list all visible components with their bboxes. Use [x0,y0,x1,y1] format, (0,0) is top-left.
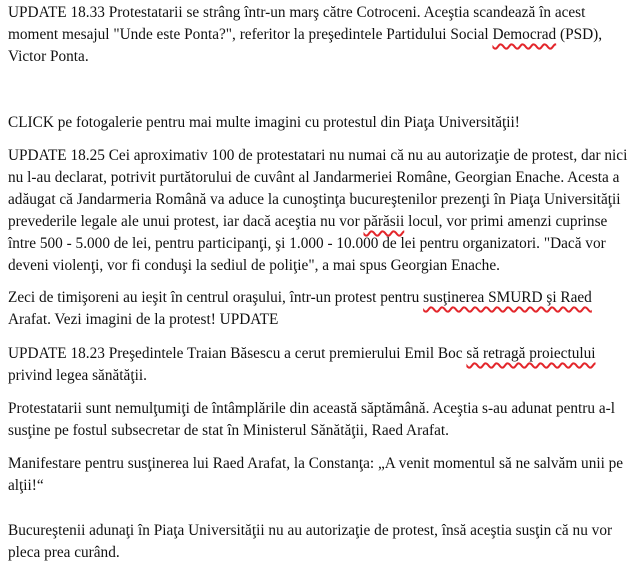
text-segment: Manifestare pentru susţinerea lui Raed Arafat, la Constanţa: „A venit momentul să ne salvăm unii pe alţii!“ [8,455,624,494]
update-1825-paragraph [8,145,636,277]
constanta-paragraph [8,453,636,497]
text-segment: Arafat. Vezi imagini de la protest! UPDATE [8,311,279,328]
text-segment: UPDATE 18.23 Preşedintele Traian Băsescu a cerut premierului Emil Boc [8,345,467,362]
protestatari-paragraph [8,398,636,442]
misspelled-phrase[interactable]: susţinerea SMURD şi Raed [423,289,592,306]
misspelled-word[interactable]: părăsii [363,213,405,230]
text-segment: Protestatarii sunt nemulţumiţi de întâmplările din această săptămână. Aceştia s-au adunat pentru a-l susţine pe fostul subsecretar de stat în Ministerul Sănătăţii, Raed Arafat. [8,400,616,439]
misspelled-word[interactable]: Democrad [492,26,557,43]
text-segment: UPDATE 18.33 Protestatarii se strâng într-un marş către Cotroceni. Aceştia scandează în acest moment mesajul "Unde este Ponta?", referitor la preşedintele Partidului Social [8,4,586,43]
text-segment: locul, vor primi amenzi cuprinse între 500 - 5.000 de lei, pentru participanţi, şi 1.000 - 10.000 de lei pentru organizatori. "Dacă vor deveni violenţi, vor fi conduşi la sediul de poliţie", a mai spus Georgian Enache. [8,213,608,274]
text-segment: UPDATE 18.25 Cei aproximativ 100 de protestatari nu numai că nu au autorizaţie de protest, dar nici nu l-au declarat, potrivit purtătorului de cuvânt al Jandarmeriei Române, Georgian Enache. Acesta a adăugat că Jandarmeria Română va aduce la cunoştinţa bucureştenilor prezenţi în Piaţa Universităţii prevederile legale ale unui protest, iar dacă aceştia nu vor [8,147,628,230]
fotogalerie-link-paragraph [8,112,636,134]
misspelled-phrase[interactable]: să retragă proiectului [466,345,596,362]
text-segment: privind legea sănătăţii. [8,367,147,384]
text-segment: Zeci de timişoreni au ieşit în centrul oraşului, într-un protest pentru [8,289,424,306]
update-1823-paragraph [8,343,636,387]
fotogalerie-link[interactable]: CLICK pe fotogalerie pentru mai multe imagini cu protestul din Piaţa Universităţii! [8,114,520,131]
bucuresteni-paragraph [8,520,636,564]
update-1833-paragraph [8,2,636,68]
text-segment: (PSD), Victor Ponta. [8,26,603,65]
timisoara-protest-paragraph [8,287,636,331]
text-segment: Bucureştenii adunaţi în Piaţa Universităţii nu au autorizaţie de protest, însă aceştia susţin că nu vor pleca prea curând. [8,522,613,561]
